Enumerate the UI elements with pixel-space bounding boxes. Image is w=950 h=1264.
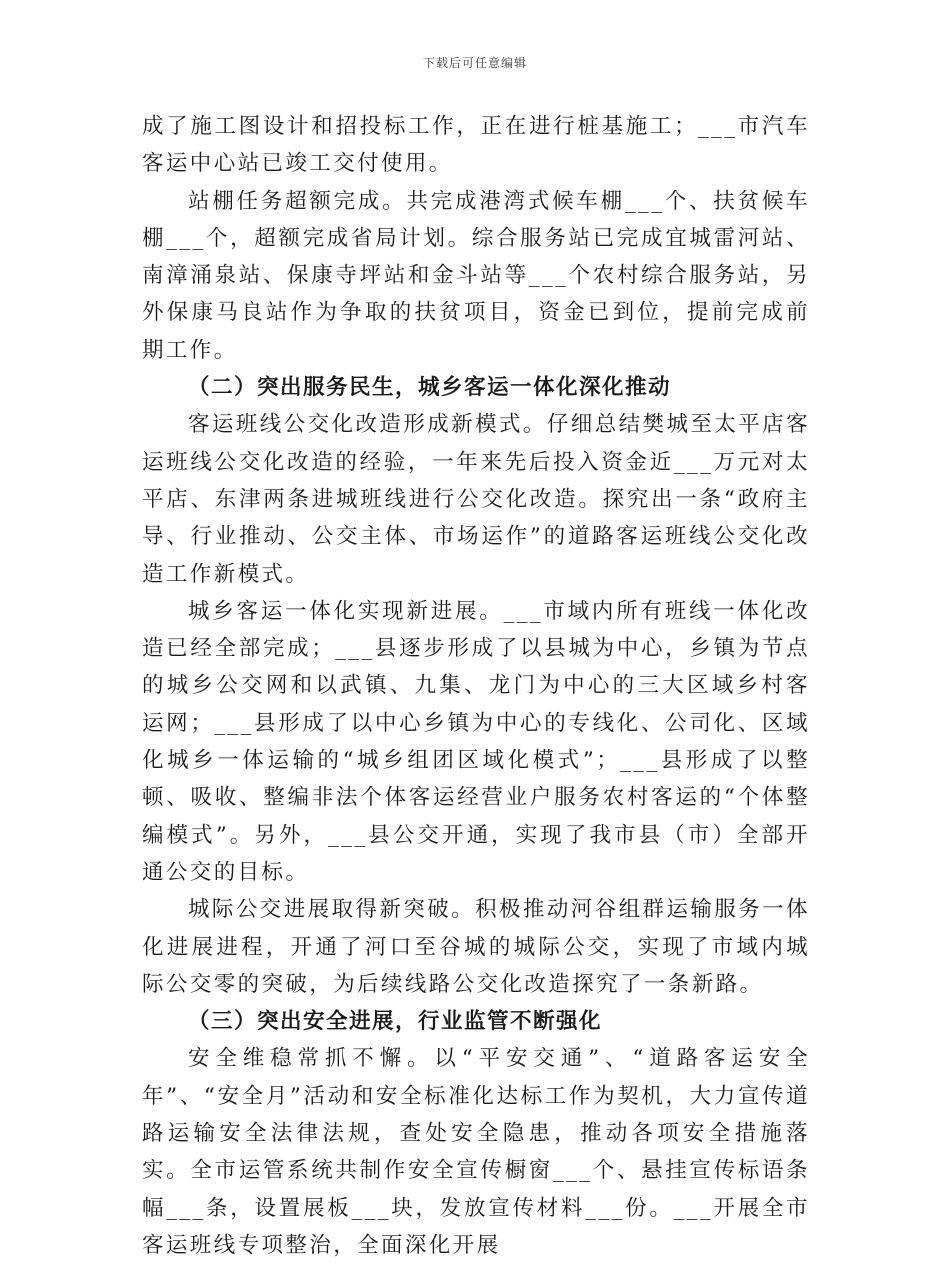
page-header: 下载后可任意编辑 (422, 56, 527, 70)
paragraph-continuation: 成了施工图设计和招投标工作，正在进行桩基施工；___市汽车客运中心站已竣工交付使用。 (142, 114, 810, 177)
paragraph-bus-shelters: 站棚任务超额完成。共完成港湾式候车棚___个、扶贫候车棚___个，超额完成省局计划。综合服务站已完成宜城雷河站、南漳涌泉站、保康寺坪站和金斗站等___个农村综合服务站，另外保康马良站作为争取的扶贫项目，资金已到位，提前完成前期工作。 (142, 188, 810, 363)
section-heading-3: （三）突出安全进展，行业监管不断强化 (188, 1009, 603, 1035)
section-heading-2: （二）突出服务民生，城乡客运一体化深化推动 (188, 375, 672, 401)
document-body (142, 108, 810, 1264)
paragraph-bus-line-reform: 客运班线公交化改造形成新模式。仔细总结樊城至太平店客运班线公交化改造的经验，一年来先后投入资金近___万元对太平店、东津两条进城班线进行公交化改造。探究出一条“政府主导、行业推动、公交主体、市场运作”的道路客运班线公交化改造工作新模式。 (142, 412, 810, 587)
paragraph-safety: 安全维稳常抓不懈。以“平安交通”、“道路客运安全年”、“安全月”活动和安全标准化达标工作为契机，大力宣传道路运输安全法律法规，查处安全隐患，推动各项安全措施落实。全市运管系统共制作安全宣传橱窗___个、悬挂宣传标语条幅___条，设置展板___块，发放宣传材料___份。___开展全市客运班线专项整治，全面深化开展 (142, 1046, 810, 1258)
paragraph-urban-rural-integration: 城乡客运一体化实现新进展。___市域内所有班线一体化改造已经全部完成；___县逐步形成了以县城为中心，乡镇为节点的城乡公交网和以武镇、九集、龙门为中心的三大区域乡村客运网；___县形成了以中心乡镇为中心的专线化、公司化、区域化城乡一体运输的“城乡组团区域化模式”；___县形成了以整顿、吸收、整编非法个体客运经营业户服务农村客运的“个体整编模式”。另外，___县公交开通，实现了我市县（市）全部开通公交的目标。 (142, 598, 810, 885)
paragraph-intercity-bus: 城际公交进展取得新突破。积极推动河谷组群运输服务一体化进展进程，开通了河口至谷城的城际公交，实现了市域内城际公交零的突破，为后续线路公交化改造探究了一条新路。 (142, 897, 810, 997)
